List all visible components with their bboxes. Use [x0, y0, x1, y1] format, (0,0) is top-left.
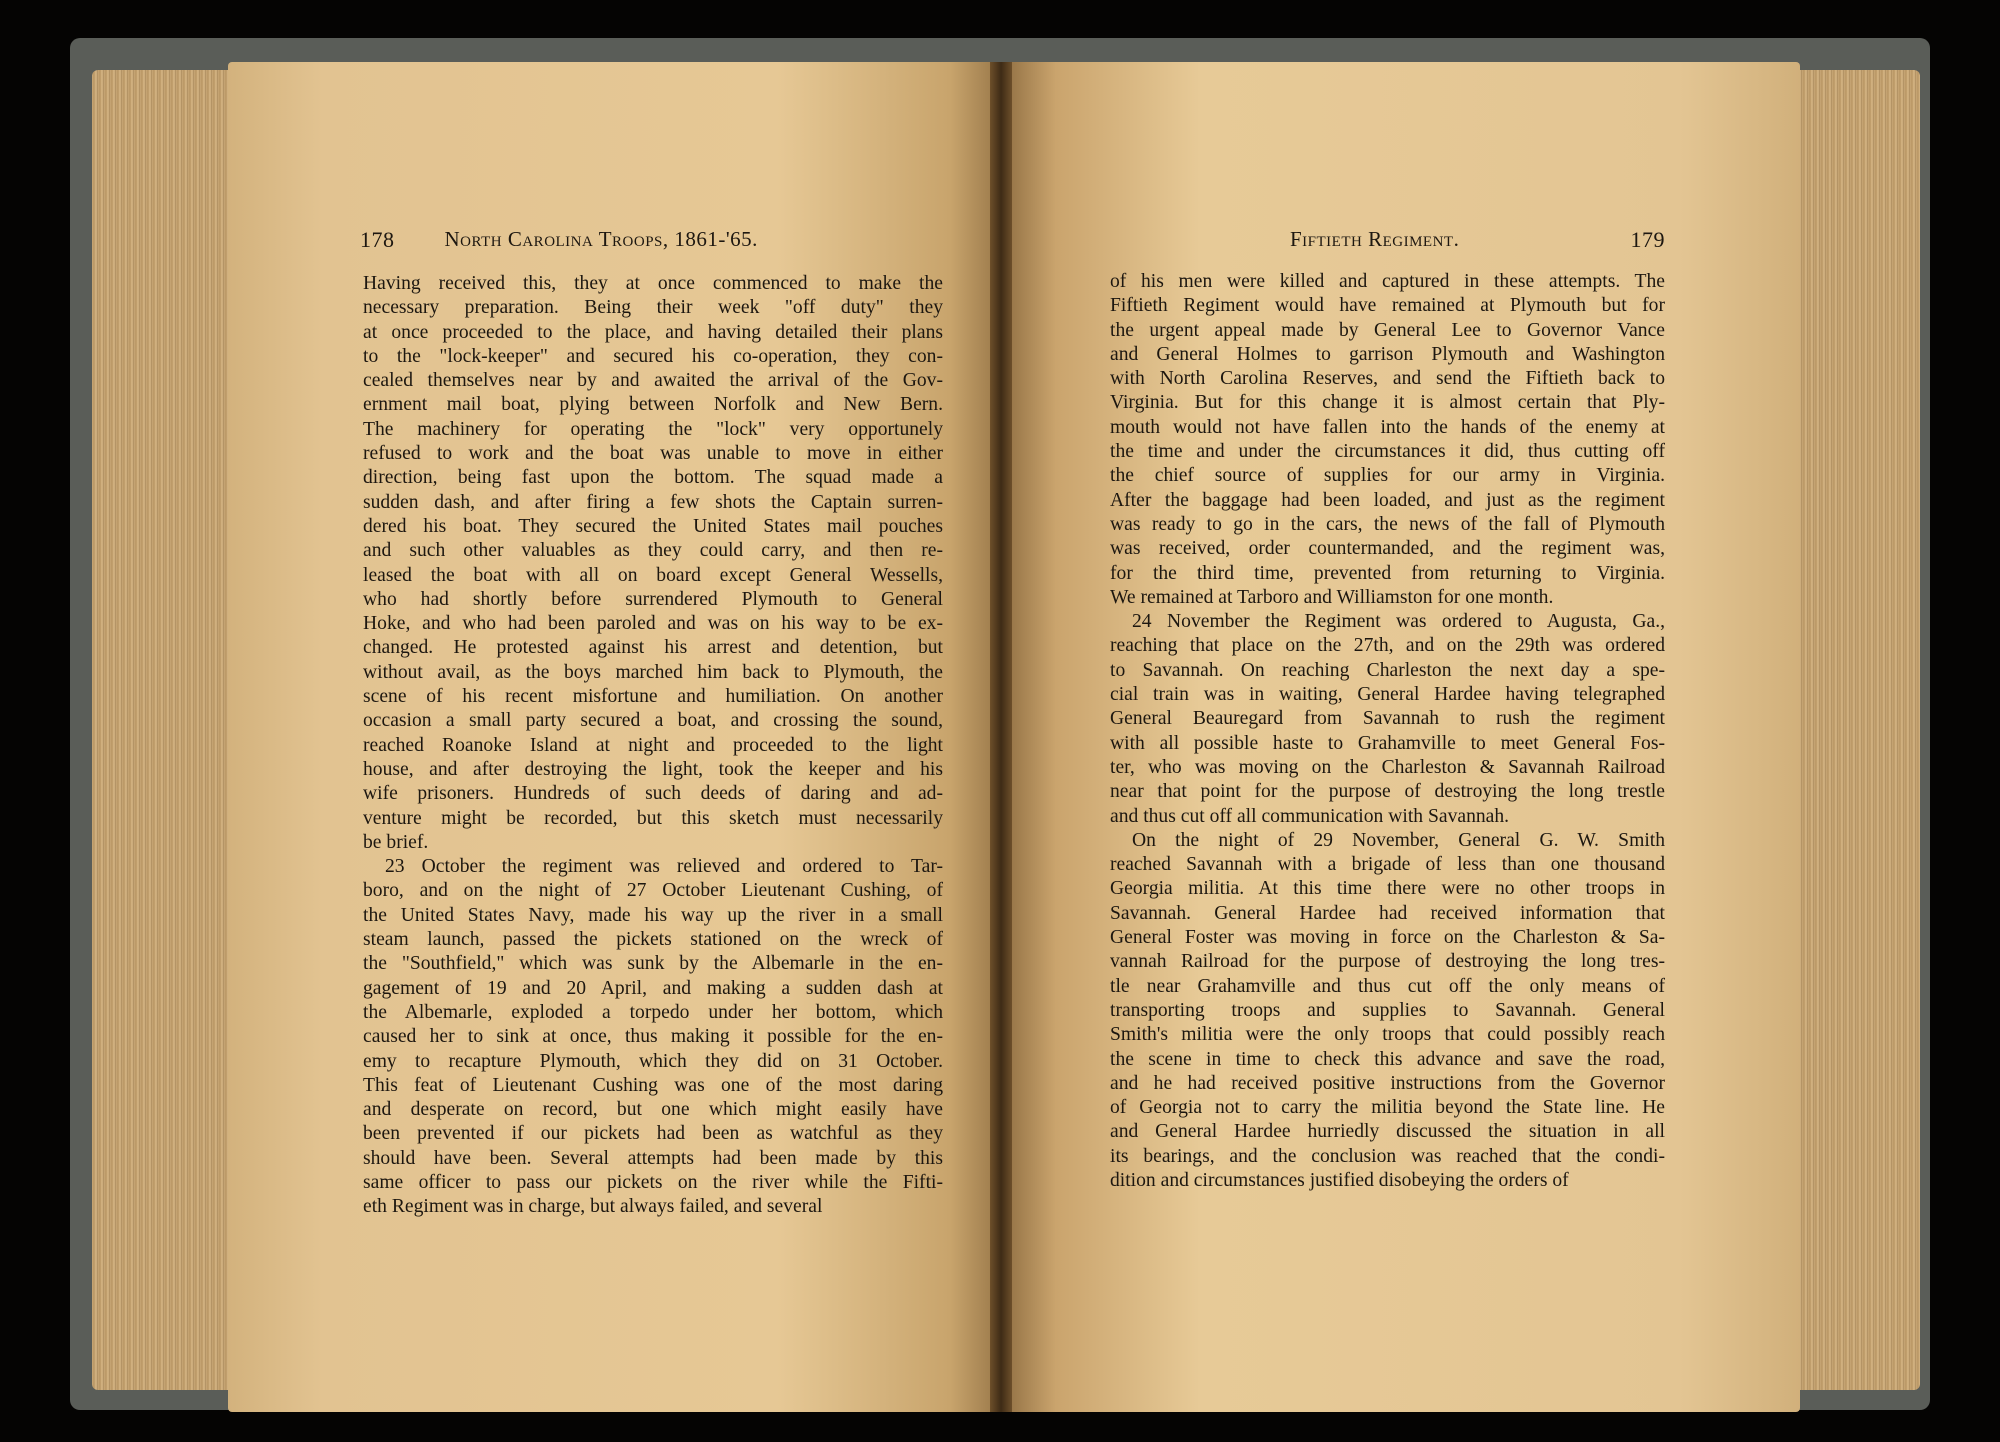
text-line: direction, being fast upon the bottom. The squad made a — [363, 467, 943, 489]
text-line: the urgent appeal made by General Lee to Governor Vance — [1110, 319, 1665, 341]
text-line: the scene in time to check this advance and save the road, — [1110, 1048, 1665, 1070]
text-line: been prevented if our pickets had been as watchful as they — [363, 1123, 943, 1145]
right-page-text — [1110, 270, 1665, 1193]
text-line: who had shortly before surrendered Plymouth to General — [363, 588, 943, 610]
text-line: reached Savannah with a brigade of less than one thousand — [1110, 854, 1665, 876]
text-line: emy to recapture Plymouth, which they did on 31 October. — [363, 1050, 943, 1072]
text-line: The machinery for operating the "lock" very opportunely — [363, 418, 943, 440]
page-number: 178 — [360, 227, 395, 252]
text-line: transporting troops and supplies to Savannah. General — [1110, 999, 1665, 1021]
text-line: ernment mail boat, plying between Norfolk and New Bern. — [363, 394, 943, 416]
text-line: caused her to sink at once, thus making it possible for the en- — [363, 1026, 943, 1048]
text-line: Savannah. General Hardee had received information that — [1110, 902, 1665, 924]
page-edges-left — [92, 70, 232, 1390]
text-line: dered his boat. They secured the United States mail pouches — [363, 515, 943, 537]
running-head: North Carolina Troops, 1861-'65. — [444, 227, 758, 251]
left-page-text — [363, 272, 943, 1220]
text-line: Fiftieth Regiment would have remained at Plymouth but for — [1110, 295, 1665, 317]
text-line: Virginia. But for this change it is almost certain that Ply- — [1110, 392, 1665, 414]
text-line: to the "lock-keeper" and secured his co-operation, they con- — [363, 345, 943, 367]
page-edges-right — [1790, 70, 1920, 1390]
text-line: its bearings, and the conclusion was reached that the condi- — [1110, 1145, 1665, 1167]
text-line: at once proceeded to the place, and having detailed their plans — [363, 321, 943, 343]
text-line: was received, order countermanded, and the regiment was, — [1110, 538, 1665, 560]
text-line: and thus cut off all communication with Savannah. — [1110, 805, 1510, 827]
text-line: of Georgia not to carry the militia beyond the State line. He — [1110, 1097, 1665, 1119]
text-line: mouth would not have fallen into the hands of the enemy at — [1110, 416, 1665, 438]
text-line: dition and circumstances justified disobeying the orders of — [1110, 1169, 1569, 1191]
text-line: Smith's militia were the only troops that could possibly reach — [1110, 1024, 1665, 1046]
text-line: changed. He protested against his arrest and detention, but — [363, 637, 943, 659]
text-line: of his men were killed and captured in these attempts. The — [1110, 271, 1665, 292]
text-line: and he had received positive instructions from the Governor — [1110, 1072, 1665, 1094]
text-line: vannah Railroad for the purpose of destroying the long tres- — [1110, 951, 1665, 973]
text-line: and such other valuables as they could carry, and then re- — [363, 540, 943, 562]
text-line: This feat of Lieutenant Cushing was one of the most daring — [363, 1074, 943, 1096]
text-line: house, and after destroying the light, took the keeper and his — [363, 758, 943, 780]
text-line: the time and under the circumstances it did, thus cutting off — [1110, 441, 1665, 463]
text-line: scene of his recent misfortune and humiliation. On another — [363, 686, 943, 708]
text-line: sudden dash, and after firing a few shots the Captain surren- — [363, 491, 943, 513]
text-line: reached Roanoke Island at night and proceeded to the light — [363, 734, 943, 756]
text-line: wife prisoners. Hundreds of such deeds of daring and ad- — [363, 783, 943, 805]
right-page-header — [1290, 227, 1665, 253]
text-line: and General Holmes to garrison Plymouth and Washington — [1110, 343, 1665, 365]
text-line: same officer to pass our pickets on the river while the Fifti- — [363, 1171, 943, 1193]
text-line: should have been. Several attempts had been made by this — [363, 1147, 943, 1169]
text-line: leased the boat with all on board except General Wessells, — [363, 564, 943, 586]
text-line: refused to work and the boat was unable to move in either — [363, 443, 943, 465]
text-line: 24 November the Regiment was ordered to Augusta, Ga., — [1132, 611, 1665, 633]
text-line: gagement of 19 and 20 April, and making a sudden dash at — [363, 977, 943, 999]
text-line: ter, who was moving on the Charleston & Savannah Railroad — [1110, 756, 1665, 778]
text-line: General Beauregard from Savannah to rush the regiment — [1110, 708, 1665, 730]
page-number: 179 — [1630, 227, 1665, 252]
text-line: with North Carolina Reserves, and send the Fiftieth back to — [1110, 368, 1665, 390]
text-line: 23 October the regiment was relieved and ordered to Tar- — [385, 856, 943, 878]
text-line: the chief source of supplies for our army in Virginia. — [1110, 465, 1665, 487]
running-head: Fiftieth Regiment. — [1290, 227, 1460, 251]
text-line: On the night of 29 November, General G. W. Smith — [1132, 829, 1665, 851]
text-line: After the baggage had been loaded, and just as the regiment — [1110, 489, 1665, 511]
text-line: be brief. — [363, 831, 429, 853]
right-page — [1000, 62, 1800, 1412]
text-line: steam launch, passed the pickets stationed on the wreck of — [363, 929, 943, 951]
text-line: boro, and on the night of 27 October Lieutenant Cushing, of — [363, 880, 943, 902]
text-line: tle near Grahamville and thus cut off the only means of — [1110, 975, 1665, 997]
text-line: cealed themselves near by and awaited the arrival of the Gov- — [363, 370, 943, 392]
text-line: eth Regiment was in charge, but always failed, and several — [363, 1196, 823, 1218]
book-gutter — [990, 62, 1012, 1412]
text-line: near that point for the purpose of destroying the long trestle — [1110, 781, 1665, 803]
text-line: Hoke, and who had been paroled and was on his way to be ex- — [363, 613, 943, 635]
left-page-header — [360, 227, 960, 253]
text-line: and General Hardee hurriedly discussed the situation in all — [1110, 1121, 1665, 1143]
text-line: to Savannah. On reaching Charleston the next day a spe- — [1110, 659, 1665, 681]
text-line: the United States Navy, made his way up the river in a small — [363, 904, 943, 926]
text-line: without avail, as the boys marched him back to Plymouth, the — [363, 661, 943, 683]
text-line: Georgia militia. At this time there were no other troops in — [1110, 878, 1665, 900]
text-line: with all possible haste to Grahamville to meet General Fos- — [1110, 732, 1665, 754]
text-line: occasion a small party secured a boat, and crossing the sound, — [363, 710, 943, 732]
text-line: was ready to go in the cars, the news of the fall of Plymouth — [1110, 513, 1665, 535]
text-line: the "Southfield," which was sunk by the Albemarle in the en- — [363, 953, 943, 975]
text-line: We remained at Tarboro and Williamston for one month. — [1110, 586, 1554, 608]
text-line: reaching that place on the 27th, and on the 29th was ordered — [1110, 635, 1665, 657]
left-page — [228, 62, 1013, 1412]
text-line: the Albemarle, exploded a torpedo under her bottom, which — [363, 1001, 943, 1023]
text-line: venture might be recorded, but this sketch must necessarily — [363, 807, 943, 829]
text-line: necessary preparation. Being their week "off duty" they — [363, 297, 943, 319]
text-line: cial train was in waiting, General Hardee having telegraphed — [1110, 684, 1665, 706]
text-line: General Foster was moving in force on the Charleston & Sa- — [1110, 927, 1665, 949]
text-line: Having received this, they at once commenced to make the — [363, 273, 943, 294]
text-line: for the third time, prevented from returning to Virginia. — [1110, 562, 1665, 584]
text-line: and desperate on record, but one which might easily have — [363, 1099, 943, 1121]
